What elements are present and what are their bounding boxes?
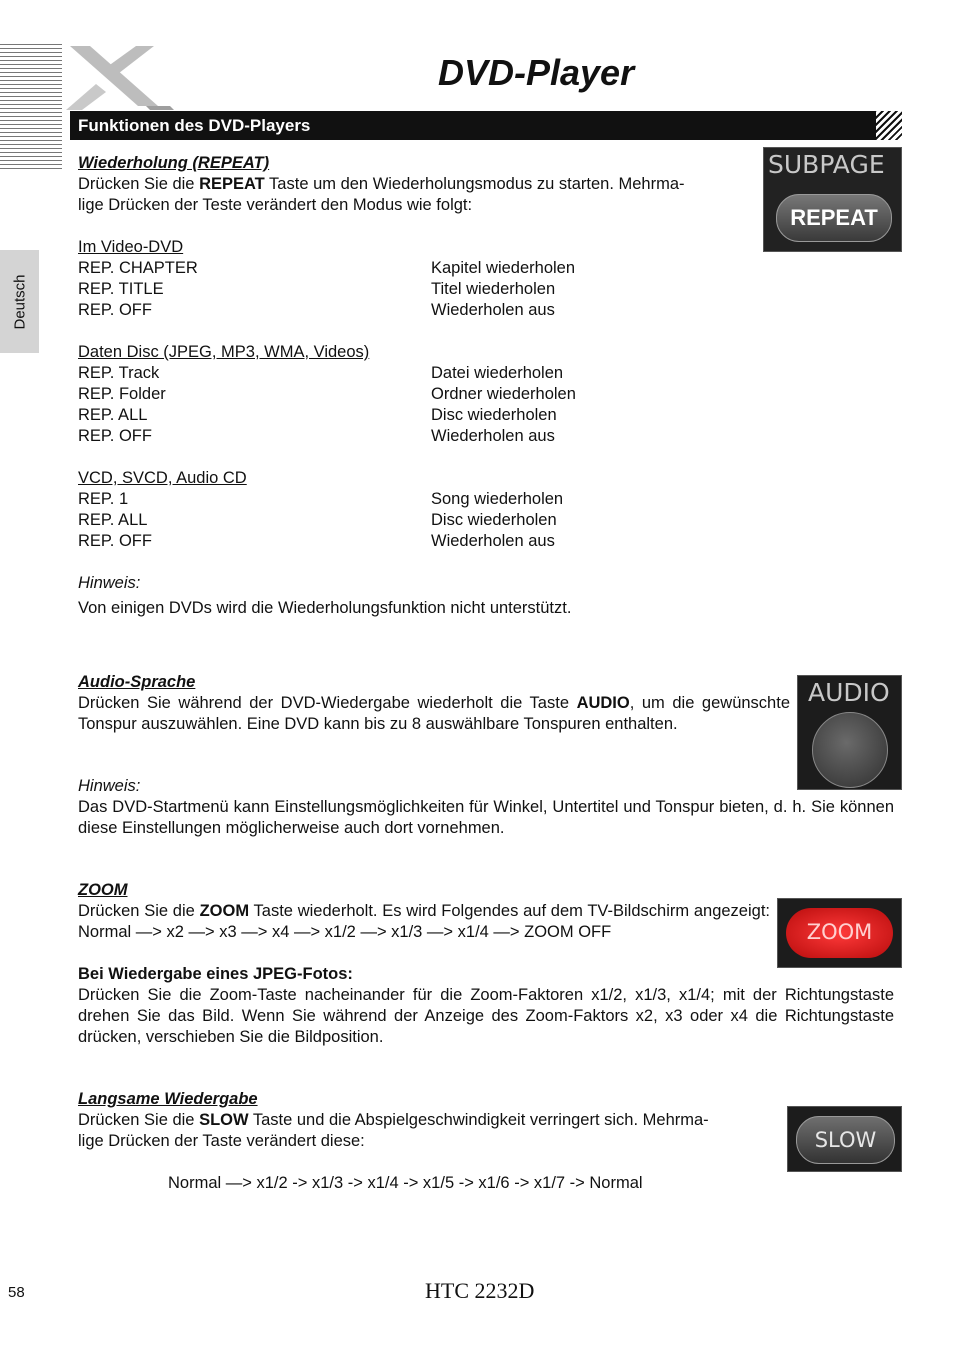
- zoom-text: Drücken Sie die ZOOM Taste wiederholt. Es wird Folgendes auf dem TV-Bildschirm angezeigt: Normal —> x2 —> x3 —> x4 —> x1/2 —> x1/3 —> x1/4 —> ZOOM OFF: [78, 902, 770, 941]
- zoom-button-image: [777, 898, 902, 968]
- zoom-jpeg-text: Drücken Sie die Zoom-Taste nacheinander für die Zoom-Faktoren x1/2, x1/3, x1/4; mit der Richtungstaste drehen Sie das Bild. Wenn Sie während der Anzeige des Zoom-Faktors x2, x3 oder x4 die Richtungstaste drücken, verschieben Sie die Bildposition.: [78, 986, 894, 1046]
- page-number: 58: [8, 1284, 25, 1301]
- audio-key: [812, 712, 888, 788]
- slow-button-image: [787, 1106, 902, 1172]
- brand-logo-icon: [66, 40, 176, 112]
- language-tab: [0, 250, 39, 353]
- zoom-key-label: ZOOM: [806, 920, 873, 944]
- audio-button-image: [797, 675, 902, 790]
- list-item: REP. 1 Song wiederholen: [78, 490, 564, 508]
- audio-label: AUDIO: [808, 678, 890, 707]
- list-item: REP. Folder Ordner wiederholen: [78, 385, 576, 403]
- group-title: VCD, SVCD, Audio CD: [78, 469, 247, 487]
- repeat-section: [78, 153, 758, 619]
- slow-text-cont: lige Drücken der Taste verändert diese:: [78, 1132, 365, 1150]
- slow-sequence: Normal —> x1/2 -> x1/3 -> x1/4 -> x1/5 -> x1/6 -> x1/7 -> Normal: [168, 1174, 643, 1192]
- list-item: REP. OFF Wiederholen aus: [78, 301, 555, 319]
- repeat-intro-cont: lige Drücken der Teste verändert den Modus wie folgt:: [78, 196, 473, 214]
- zoom-key: [786, 908, 893, 958]
- list-item: REP. OFF Wiederholen aus: [78, 532, 555, 550]
- audio-heading: Audio-Sprache: [78, 673, 196, 691]
- list-item: REP. Track Datei wiederholen: [78, 364, 564, 382]
- page-title: DVD-Player: [438, 52, 635, 93]
- slow-key: [796, 1116, 895, 1164]
- audio-note-text: Das DVD-Startmenü kann Einstellungsmöglichkeiten für Winkel, Untertitel und Tonspur bieten, d. h. Sie können diese Einstellungen möglicherweise auch dort vornehmen.: [78, 798, 894, 837]
- repeat-button-image: [763, 147, 902, 252]
- repeat-heading: Wiederholung (REPEAT): [78, 154, 270, 172]
- list-item: REP. ALL Disc wiederholen: [78, 511, 557, 529]
- zoom-heading: ZOOM: [78, 881, 128, 899]
- repeat-note-text: Von einigen DVDs wird die Wiederholungsfunktion nicht unterstützt.: [78, 599, 572, 617]
- slow-section: [78, 1089, 778, 1152]
- audio-text: Drücken Sie während der DVD-Wiedergabe wiederholt die Taste AUDIO, um die gewünschte Tonspur auszuwählen. Eine DVD kann bis zu 8 auswählbare Tonspuren enthalten.: [78, 694, 790, 733]
- audio-note-label: Hinweis:: [78, 777, 141, 795]
- repeat-note-label: Hinweis:: [78, 574, 141, 592]
- slow-heading: Langsame Wiedergabe: [78, 1090, 258, 1108]
- list-item: REP. OFF Wiederholen aus: [78, 427, 555, 445]
- header-stripes: [0, 44, 62, 172]
- section-title: Funktionen des DVD-Players: [78, 116, 311, 135]
- band-hatch: [860, 111, 902, 140]
- subpage-label: SUBPAGE: [768, 150, 885, 179]
- zoom-sub-heading: Bei Wiedergabe eines JPEG-Fotos:: [78, 965, 353, 983]
- model-name: HTC 2232D: [425, 1278, 535, 1303]
- list-item: REP. ALL Disc wiederholen: [78, 406, 557, 424]
- slow-key-label: SLOW: [814, 1128, 877, 1152]
- repeat-key-label: REPEAT: [790, 205, 878, 230]
- repeat-intro: Drücken Sie die REPEAT Taste um den Wiederholungsmodus zu starten. Mehrma-: [78, 175, 685, 193]
- zoom-jpeg: [78, 964, 894, 1048]
- repeat-key: [776, 194, 892, 242]
- section-band: [70, 111, 876, 140]
- audio-note: [78, 776, 894, 839]
- slow-text: Drücken Sie die SLOW Taste und die Abspielgeschwindigkeit verringert sich. Mehrma-: [78, 1111, 709, 1129]
- list-item: REP. CHAPTER Kapitel wiederholen: [78, 259, 576, 277]
- list-item: REP. TITLE Titel wiederholen: [78, 280, 556, 298]
- zoom-section: [78, 880, 770, 943]
- group-title: Im Video-DVD: [78, 238, 184, 256]
- group-title: Daten Disc (JPEG, MP3, WMA, Videos): [78, 343, 370, 361]
- language-tab-label: Deutsch: [11, 273, 28, 330]
- audio-section: [78, 672, 790, 735]
